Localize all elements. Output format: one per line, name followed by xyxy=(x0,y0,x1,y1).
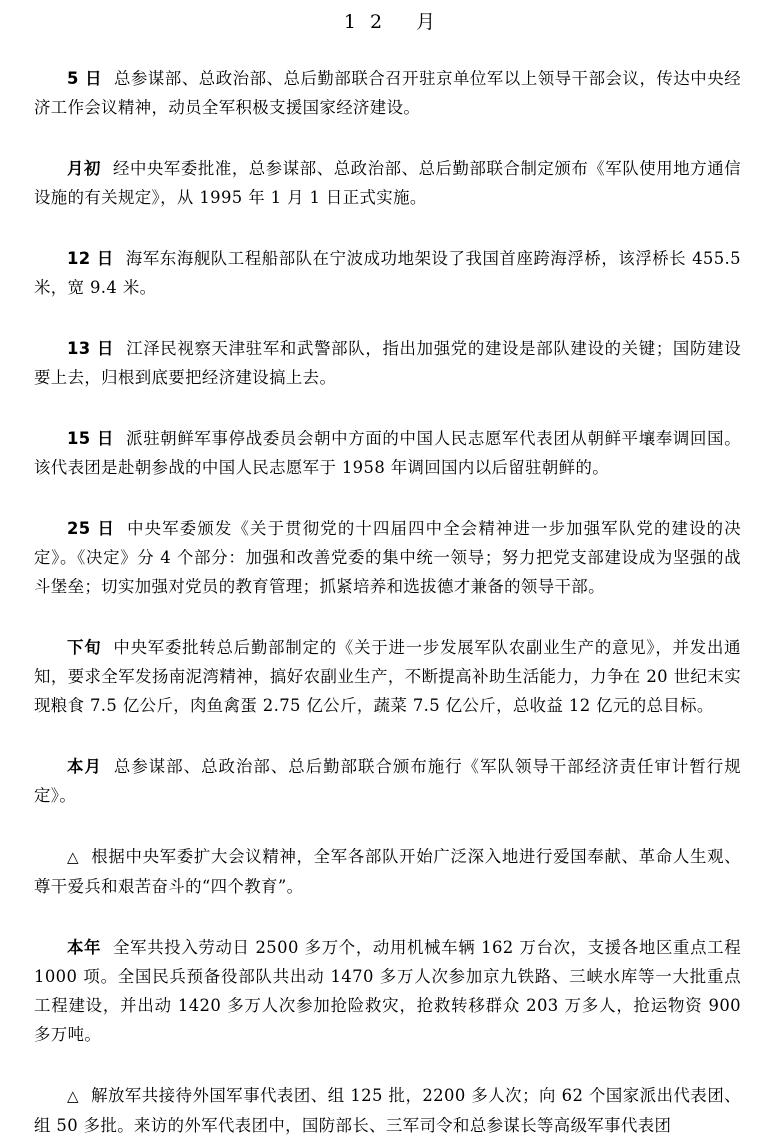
chronology-entry xyxy=(34,842,741,901)
entry-text: 全军共投入劳动日 2500 多万个，动用机械车辆 162 万台次，支援各地区重点工程 1000 项。全国民兵预备役部队共出动 1470 多万人次参加京九铁路、三峡水库等一大批重点工程建设，并出动 1420 多万人次参加抢险救灾，抢救转移群众 203 万多人，抢运物资 900 多万吨。 xyxy=(34,938,741,1044)
chronology-entry xyxy=(34,334,741,392)
entry-text: 中央军委批转总后勤部制定的《关于进一步发展军队农副业生产的意见》，并发出通知，要求全军发扬南泥湾精神，搞好农副业生产，不断提高补助生活能力，力争在 20 世纪末实现粮食 7.5 亿公斤，肉鱼禽蛋 2.75 亿公斤，蔬菜 7.5 亿公斤，总收益 12 亿元的总目标。 xyxy=(34,638,741,715)
entry-date: 本年 xyxy=(67,938,102,957)
entry-date: 15 日 xyxy=(67,429,115,448)
entry-text: 经中央军委批准，总参谋部、总政治部、总后勤部联合制定颁布《军队使用地方通信设施的有关规定》，从 1995 年 1 月 1 日正式实施。 xyxy=(34,159,741,207)
entry-date: 5 日 xyxy=(67,69,103,88)
entry-text: 中央军委颁发《关于贯彻党的十四届四中全会精神进一步加强军队党的建设的决定》。《决定》分 4 个部分：加强和改善党委的集中统一领导；努力把党支部建设成为坚强的战斗堡垒；切实加强对党员的教育管理；抓紧培养和选拔德才兼备的领导干部。 xyxy=(34,519,741,596)
entry-text: 根据中央军委扩大会议精神，全军各部队开始广泛深入地进行爱国奉献、革命人生观、尊干爱兵和艰苦奋斗的“四个教育”。 xyxy=(34,847,742,896)
entry-text: 江泽民视察天津驻军和武警部队，指出加强党的建设是部队建设的关键；国防建设要上去，归根到底要把经济建设搞上去。 xyxy=(34,339,741,387)
chronology-entry xyxy=(34,633,741,720)
entry-text: 总参谋部、总政治部、总后勤部联合颁布施行《军队领导干部经济责任审计暂行规定》。 xyxy=(34,757,741,805)
entry-date: 下旬 xyxy=(67,638,102,657)
chronology-entry xyxy=(34,154,741,212)
entry-date: 13 日 xyxy=(67,339,115,358)
page-title: 12 月 xyxy=(343,11,450,33)
entry-text: 总参谋部、总政治部、总后勤部联合召开驻京单位军以上领导干部会议，传达中央经济工作会议精神，动员全军积极支援国家经济建设。 xyxy=(34,69,741,117)
chronology-entry xyxy=(34,424,741,482)
chronology-entry xyxy=(34,244,741,302)
entry-text: 解放军共接待外国军事代表团、组 125 批，2200 多人次；向 62 个国家派出代表团、组 50 多批。来访的外军代表团中，国防部长、三军司令和总参谋长等高级军事代表团 xyxy=(34,1086,742,1135)
triangle-icon: △ xyxy=(67,1087,80,1105)
chronology-entry xyxy=(34,752,741,810)
entry-date: 本月 xyxy=(67,757,102,776)
chronology-entry xyxy=(34,933,741,1049)
entry-date: 12 日 xyxy=(67,249,114,268)
triangle-icon: △ xyxy=(67,848,80,866)
entry-date: 25 日 xyxy=(67,519,116,538)
entry-text: 海军东海舰队工程船部队在宁波成功地架设了我国首座跨海浮桥，该浮桥长 455.5 米，宽 9.4 米。 xyxy=(34,249,741,297)
entry-text: 派驻朝鲜军事停战委员会朝中方面的中国人民志愿军代表团从朝鲜平壤奉调回国。该代表团是赴朝参战的中国人民志愿军于 1958 年调回国内以后留驻朝鲜的。 xyxy=(34,429,741,477)
entry-date: 月初 xyxy=(67,159,101,178)
chronology-entry xyxy=(34,64,741,122)
chronology-entry xyxy=(34,514,741,601)
chronology-entry xyxy=(34,1081,741,1140)
